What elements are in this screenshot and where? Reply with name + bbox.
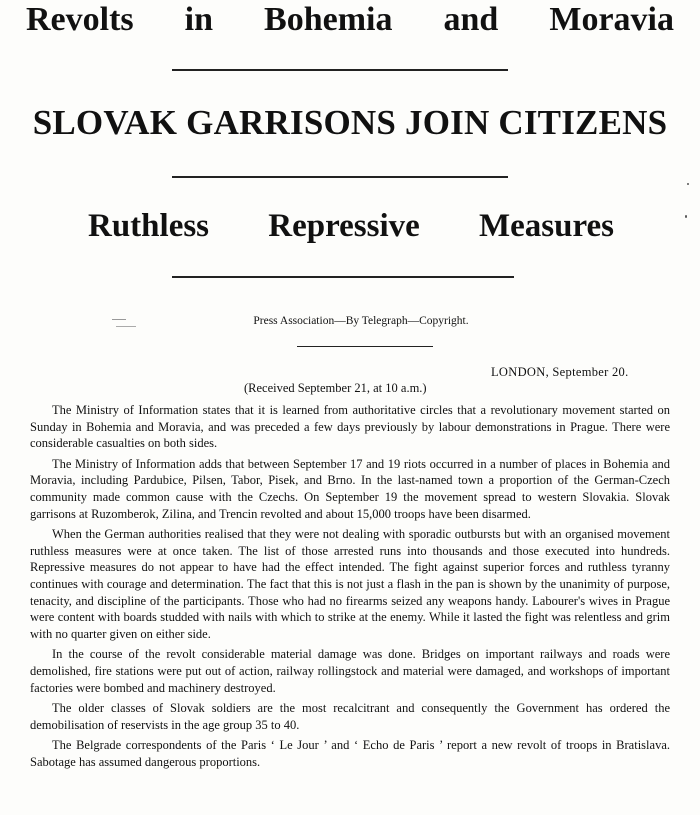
divider-rule	[297, 346, 433, 347]
headline-word: Ruthless	[88, 208, 210, 244]
received-time: (Received September 21, at 10 a.m.)	[244, 381, 427, 395]
article-paragraph: The Ministry of Information states that it is learned from authoritative circles that a revolutionary movement started on Sunday in Bohemia and Moravia, and was preceded a few days previously by labour demonstrations in Prague. There were considerable casualties on both sides.	[30, 403, 670, 451]
headline-word: Revolts	[26, 1, 134, 38]
headline-slovak-garrisons: SLOVAK GARRISONS JOIN CITIZENS	[32, 103, 668, 142]
article-paragraph: The older classes of Slovak soldiers are the most recalcitrant and consequently the Government has ordered the demobilisation of reservists in the age group 35 to 40.	[30, 701, 670, 732]
scan-speck	[116, 326, 136, 327]
article-body	[30, 402, 670, 774]
headline-ruthless-measures	[88, 205, 614, 247]
headline-revolts	[26, 0, 674, 40]
headline-word: Moravia	[549, 1, 674, 38]
scan-speck	[687, 183, 689, 185]
dateline: LONDON, September 20.	[491, 365, 629, 379]
article-paragraph: When the German authorities realised that they were not dealing with sporadic outbursts but with an organised movement ruthless measures were at once taken. The list of those arrested runs into thousands and those executed into hundreds. Repressive measures do not appear to have had the effect intended. The fight against superior forces and ruthless tyranny continues with courage and determination. The fact that this is not just a flash in the pan is shown by the unanimity of purpose, tenacity, and discipline of the participants. Those who had no firearms seized any weapons handy. Labourer's wives in Prague were content with boards studded with nails with which to strike at the enemy. While it lasted the fight was relentless and grim with no quarter given on either side.	[30, 527, 670, 641]
divider-rule	[172, 276, 514, 278]
divider-rule	[172, 176, 508, 178]
divider-rule	[172, 69, 508, 71]
scan-speck	[112, 319, 126, 320]
headline-word: in	[184, 1, 214, 38]
scan-speck	[685, 215, 687, 218]
article-paragraph: The Belgrade correspondents of the Paris ‘ Le Jour ’ and ‘ Echo de Paris ’ report a new revolt of troops in Bratislava. Sabotage has assumed dangerous proportions.	[30, 738, 670, 769]
article-paragraph: In the course of the revolt considerable material damage was done. Bridges on important railways and roads were demolished, fire stations were put out of action, railway rollingstock and material were damaged, and workshops of important factories were bombed and machinery destroyed.	[30, 647, 670, 695]
byline: Press Association—By Telegraph—Copyright.	[253, 315, 469, 327]
headline-word: Measures	[478, 208, 614, 244]
headline-word: and	[443, 1, 499, 38]
headline-word: Bohemia	[264, 1, 393, 38]
headline-word: Repressive	[268, 208, 420, 244]
article-paragraph: The Ministry of Information adds that between September 17 and 19 riots occurred in a number of places in Bohemia and Moravia, including Pardubice, Pilsen, Tabor, Pisek, and Brno. In the last-named town a proportion of the German-Czech community made common cause with the Czechs. On September 19 the movement spread to western Slovakia. Slovak garrisons at Ruzomberok, Zilina, and Trencin revolted and about 15,000 troops have been disarmed.	[30, 456, 670, 521]
